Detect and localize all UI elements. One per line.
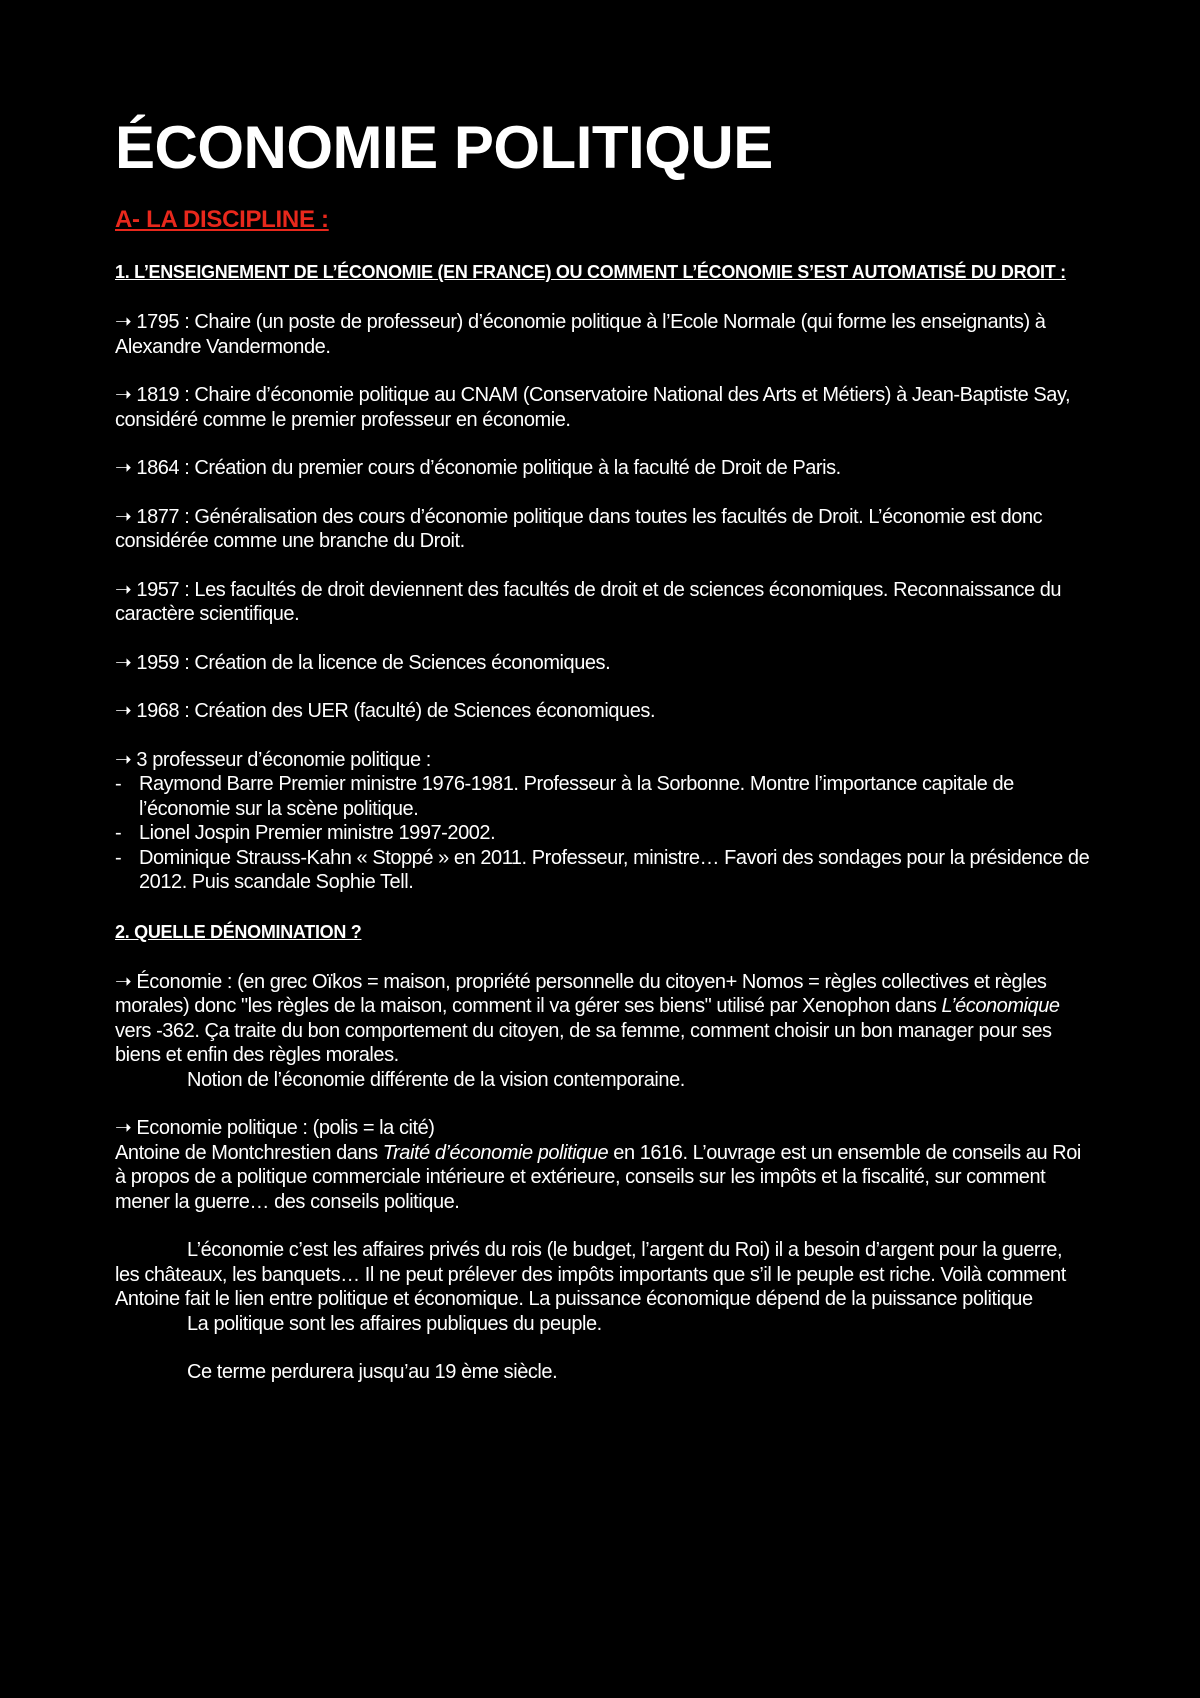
- politique-book-title: Traité d’économie politique: [382, 1141, 609, 1164]
- timeline-item-1968: ➝ 1968 : Création des UER (faculté) de Sciences économiques.: [115, 700, 656, 722]
- dash-bullet: -: [115, 846, 122, 869]
- professors-list: [115, 772, 1090, 895]
- list-item: [115, 846, 1090, 895]
- politique-definition: La politique sont les affaires publiques du peuple.: [187, 1312, 602, 1335]
- list-item-text: Dominique Strauss-Kahn « Stoppé » en 2011. Professeur, ministre… Favori des sondages pour la présidence de 2012. Puis scandale Sophie Tell.: [139, 846, 1090, 893]
- timeline-item-1819: ➝ 1819 : Chaire d’économie politique au CNAM (Conservatoire National des Arts et Métiers) à Jean-Baptiste Say, considéré comme le premier professeur en économie.: [115, 384, 1071, 431]
- section-heading-a: A- LA DISCIPLINE :: [115, 206, 329, 233]
- economie-paragraph: [115, 970, 1090, 1068]
- subsection-heading-1: 1. L’ENSEIGNEMENT DE L’ÉCONOMIE (EN FRANCE) OU COMMENT L’ÉCONOMIE S’EST AUTOMATISÉ DU DROIT :: [115, 262, 1066, 282]
- professors-intro: ➝ 3 professeur d’économie politique :: [115, 748, 431, 771]
- economie-text-start: ➝ Économie : (en grec Oïkos = maison, propriété personnelle du citoyen+ Nomos = règles collectives et règles morales) donc "les règles de la maison, comment il va gérer ses biens" utilisé par Xenophon dans: [115, 970, 1047, 1017]
- list-item-text: Lionel Jospin Premier ministre 1997-2002.: [139, 822, 496, 844]
- timeline-item-1864: ➝ 1864 : Création du premier cours d’économie politique à la faculté de Droit de Paris.: [115, 457, 841, 479]
- subsection-heading-2: 2. QUELLE DÉNOMINATION ?: [115, 921, 362, 942]
- politique-text-start: Antoine de Montchrestien dans: [115, 1141, 383, 1164]
- economie-book-title: L’économique: [941, 995, 1060, 1017]
- politique-paragraph: [115, 1141, 1090, 1215]
- page-title: ÉCONOMIE POLITIQUE: [115, 114, 773, 181]
- politique-intro: ➝ Economie politique : (polis = la cité): [115, 1117, 435, 1139]
- timeline-item-1959: ➝ 1959 : Création de la licence de Sciences économiques.: [115, 651, 611, 674]
- dash-bullet: -: [115, 773, 122, 795]
- timeline-item-1957: ➝ 1957 : Les facultés de droit deviennent des facultés de droit et de sciences économiques. Reconnaissance du caractère scientifique.: [115, 578, 1062, 625]
- timeline-item-1877: ➝ 1877 : Généralisation des cours d’économie politique dans toutes les facultés de Droit. L’économie est donc considérée comme une branche du Droit.: [115, 505, 1043, 552]
- politique-text-end: en 1616. L’ouvrage est un ensemble de conseils au Roi à propos de a politique commerciale intérieure et extérieure, conseils sur les impôts et la fiscalité, sur comment mener la guerre… des conseils politique.: [115, 1141, 1081, 1213]
- economie-note: Notion de l’économie différente de la vision contemporaine.: [187, 1068, 685, 1091]
- affaires-paragraph: L’économie c’est les affaires privés du rois (le budget, l’argent du Roi) il a besoin d’argent pour la guerre, les châteaux, les banquets… Il ne peut prélever des impôts importants que s’il le peuple est riche. Voilà comment Antoine fait le lien entre politique et économique. La puissance économique dépend de la puissance politique: [115, 1239, 1066, 1310]
- list-item: [115, 821, 1090, 846]
- economie-text-end: vers -362. Ça traite du bon comportement du citoyen, de sa femme, comment choisir un bon manager pour ses biens et enfin des règles morales.: [115, 1019, 1052, 1066]
- timeline-item-1795: ➝ 1795 : Chaire (un poste de professeur) d’économie politique à l’Ecole Normale (qui forme les enseignants) à Alexandre Vandermonde.: [115, 311, 1046, 358]
- list-item-text: Raymond Barre Premier ministre 1976-1981. Professeur à la Sorbonne. Montre l’importance capitale de l’économie sur la scène politique.: [139, 773, 1014, 820]
- list-item: [115, 772, 1090, 821]
- document-page: [115, 108, 1090, 1385]
- conclusion-line: Ce terme perdurera jusqu’au 19 ème siècle.: [187, 1361, 558, 1383]
- dash-bullet: -: [115, 822, 122, 844]
